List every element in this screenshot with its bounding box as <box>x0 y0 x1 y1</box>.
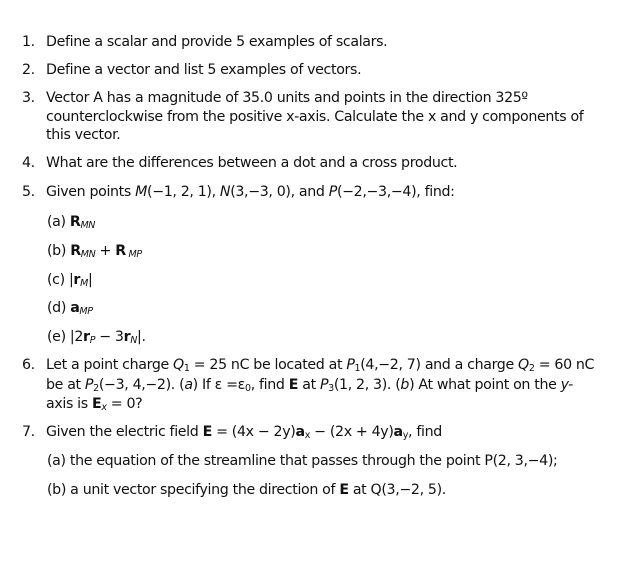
question-text: Define a vector and list 5 examples of vectors. <box>46 62 362 78</box>
question-number: 6. <box>22 357 35 373</box>
question-number: 7. <box>22 424 35 440</box>
question-text: Given points M(−1, 2, 1), N(3,−3, 0), and P(−2,−3,−4), find: <box>46 184 455 200</box>
question-number: 1. <box>22 34 35 50</box>
subpart-b: (b) a unit vector specifying the direction of E at Q(3,−2, 5). <box>47 482 446 498</box>
question-text-line: Let a point charge Q1 = 25 nC be located at P1(4,−2, 7) and a charge Q2 = 60 nC <box>46 357 595 374</box>
question-text: Define a scalar and provide 5 examples of scalars. <box>46 34 388 50</box>
question-number: 5. <box>22 184 35 200</box>
subpart-d: (d) aMP <box>47 300 93 317</box>
subpart-a: (a) RMN <box>47 214 96 231</box>
subpart-a: (a) the equation of the streamline that passes through the point P(2, 3,−4); <box>47 453 558 469</box>
question-text: What are the differences between a dot and a cross product. <box>46 155 458 171</box>
question-number: 2. <box>22 62 35 78</box>
question-text-line: this vector. <box>46 127 121 143</box>
subpart-e: (e) |2rP − 3rN|. <box>47 329 146 346</box>
question-text: Given the electric field E = (4x − 2y)ax − (2x + 4y)ay, find <box>46 424 442 441</box>
question-text-line: counterclockwise from the positive x-axis. Calculate the x and y components of <box>46 109 584 125</box>
question-text-line: be at P2(−3, 4,−2). (a) If ε =ε0, find E at P3(1, 2, 3). (b) At what point on the y- <box>46 377 573 394</box>
subpart-c: (c) |rM| <box>47 272 93 289</box>
question-text-line: Vector A has a magnitude of 35.0 units and points in the direction 325º <box>46 90 528 106</box>
question-text-line: axis is Ex = 0? <box>46 396 143 413</box>
question-number: 4. <box>22 155 35 171</box>
question-number: 3. <box>22 90 35 106</box>
subpart-b: (b) RMN + R MP <box>47 243 142 260</box>
